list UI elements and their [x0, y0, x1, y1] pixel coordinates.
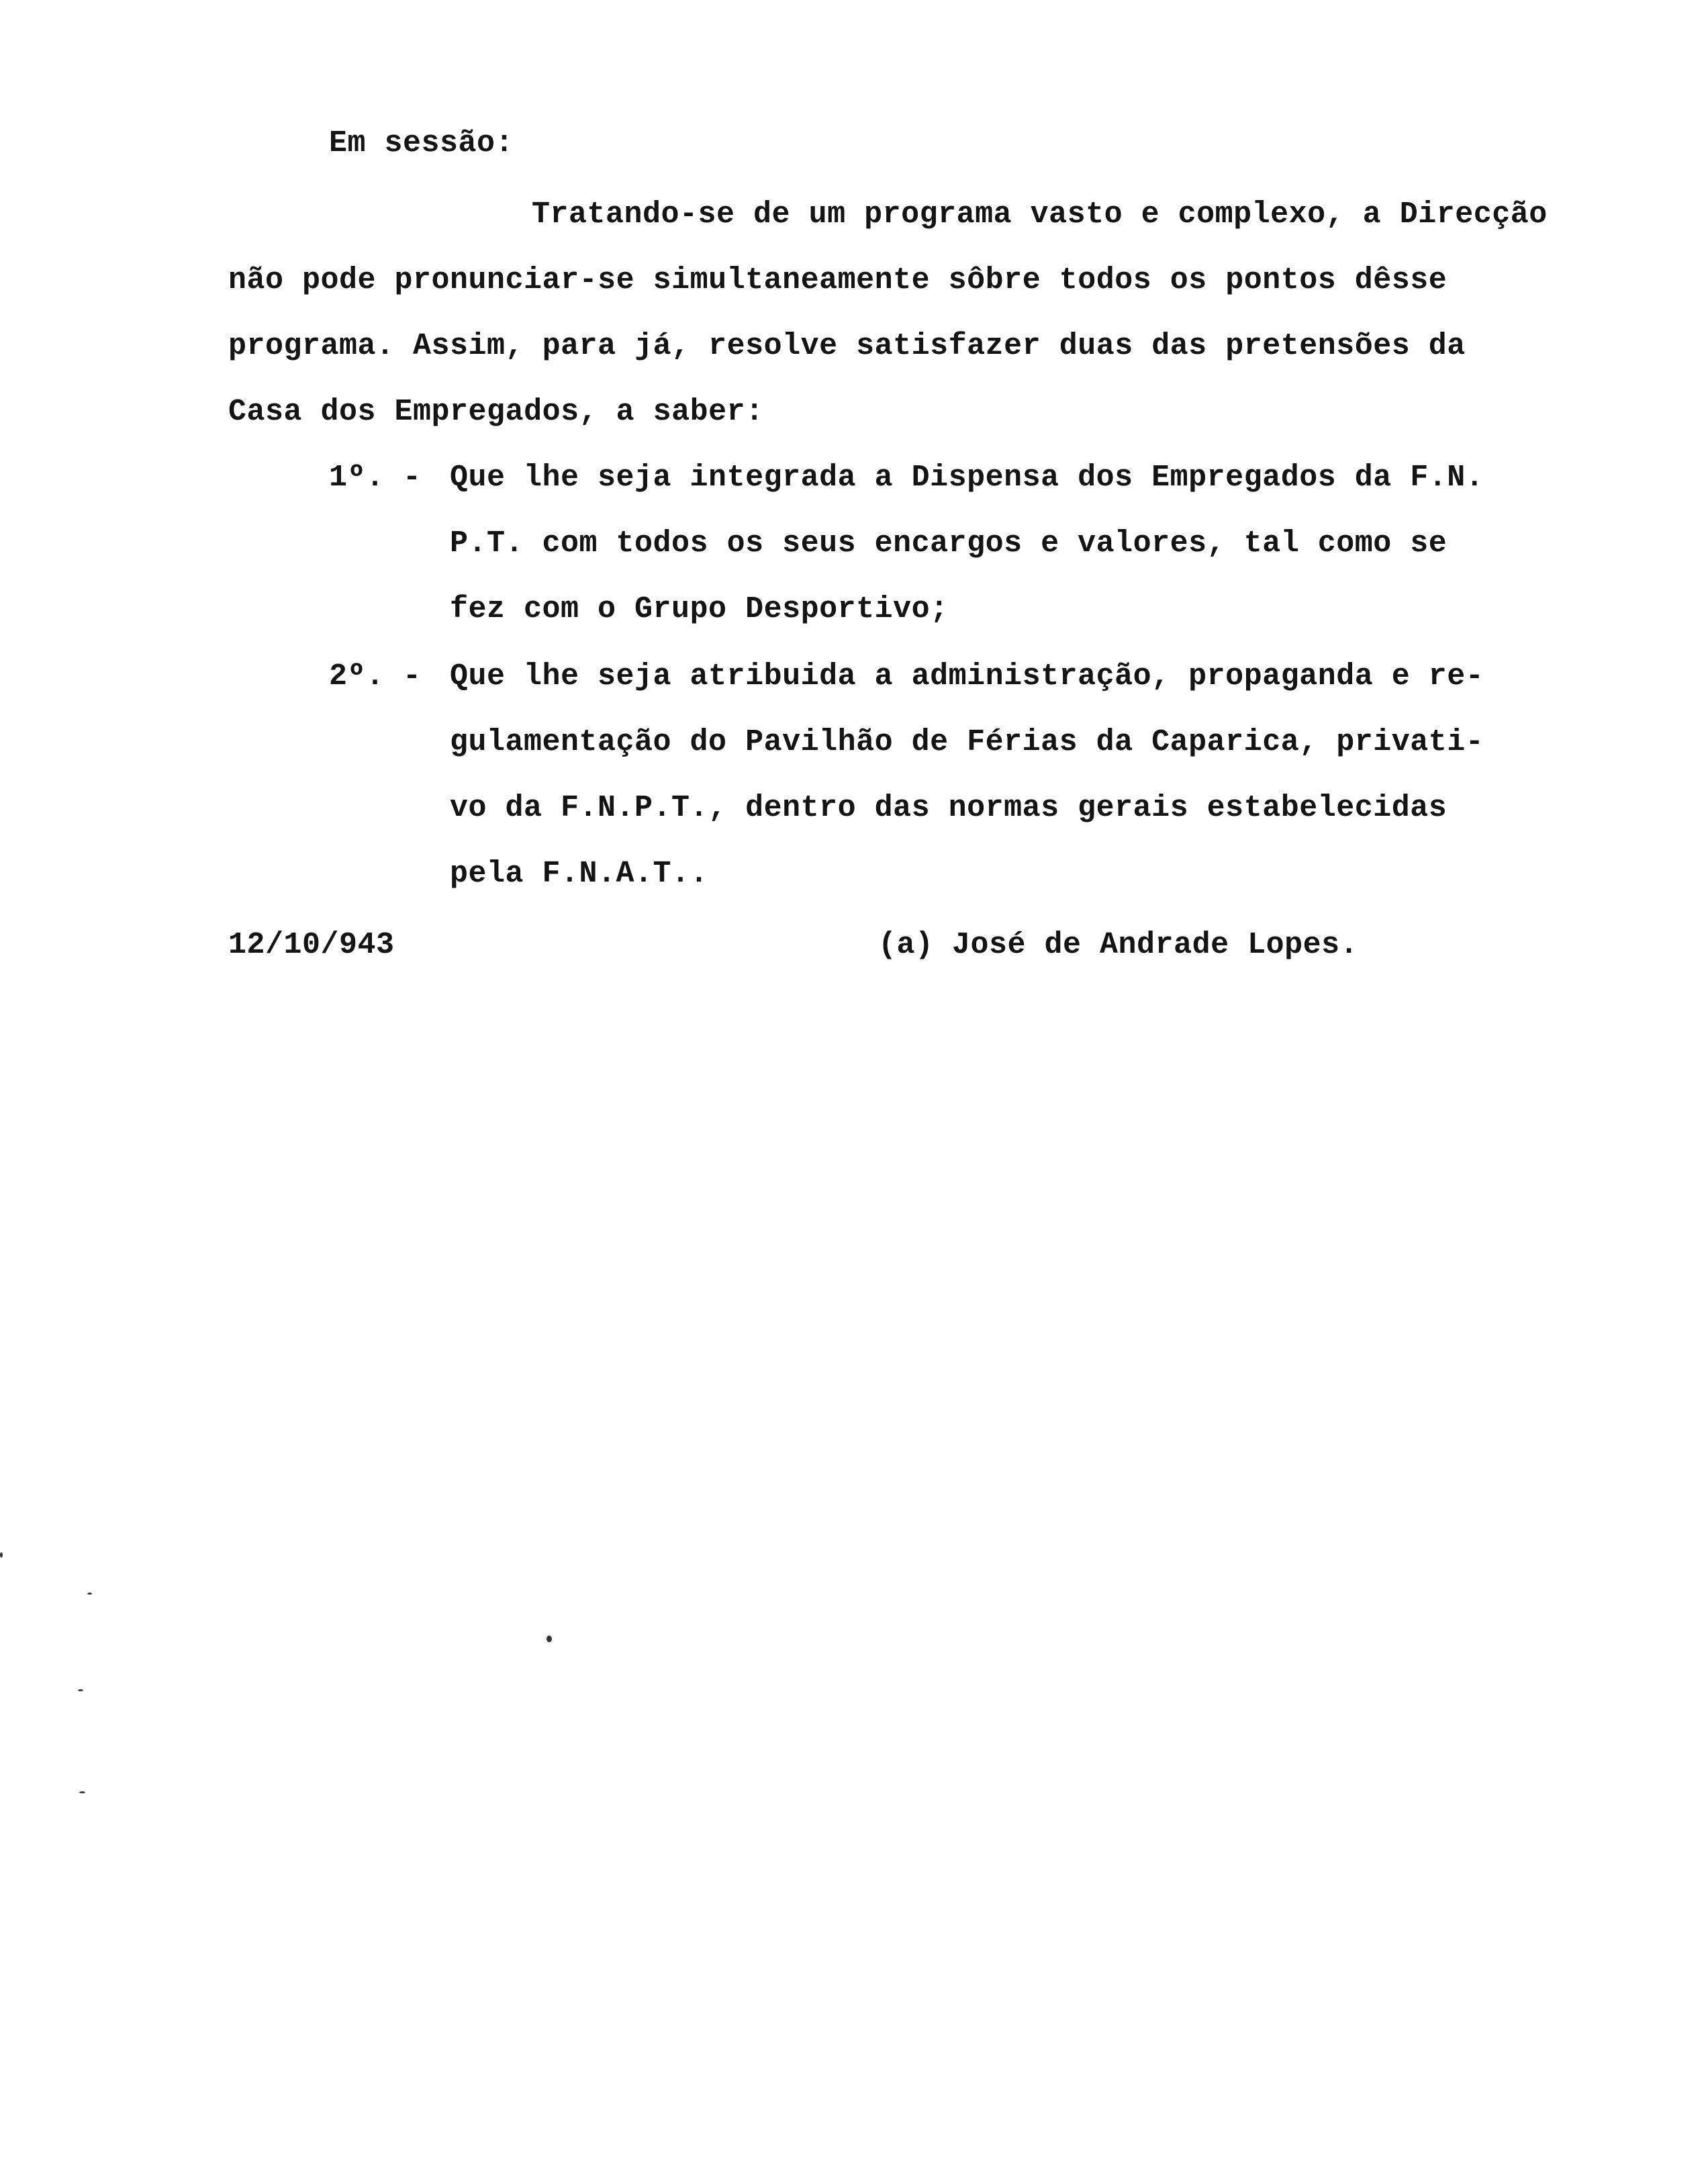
item-line: Que lhe seja atribuida a administração, propaganda e re- [450, 659, 1484, 694]
scan-speck [0, 1552, 3, 1558]
paragraph-line: não pode pronunciar-se simultaneamente sôbre todos os pontos dêsse [228, 263, 1448, 297]
heading: Em sessão: [329, 126, 514, 160]
item-line: fez com o Grupo Desportivo; [450, 592, 949, 626]
paragraph-line: Casa dos Empregados, a saber: [228, 395, 764, 429]
scan-speck [87, 1593, 92, 1595]
item-marker: 1º. - [329, 461, 422, 495]
item-line: P.T. com todos os seus encargos e valores, tal como se [450, 526, 1448, 561]
paragraph-line: programa. Assim, para já, resolve satisfazer duas das pretensões da [228, 329, 1466, 363]
item-line: vo da F.N.P.T., dentro das normas gerais estabelecidas [450, 791, 1448, 825]
paragraph-line: Tratando-se de um programa vasto e complexo, a Direcção [532, 197, 1548, 232]
item-line: Que lhe seja integrada a Dispensa dos Empregados da F.N. [450, 461, 1484, 495]
item-line: gulamentação do Pavilhão de Férias da Caparica, privati- [450, 725, 1484, 759]
signature: (a) José de Andrade Lopes. [878, 928, 1359, 962]
item-line: pela F.N.A.T.. [450, 857, 709, 891]
scan-speck [79, 1791, 85, 1793]
date: 12/10/943 [228, 928, 395, 962]
scan-speck [547, 1636, 552, 1642]
scan-speck [78, 1689, 83, 1691]
item-marker: 2º. - [329, 659, 422, 694]
